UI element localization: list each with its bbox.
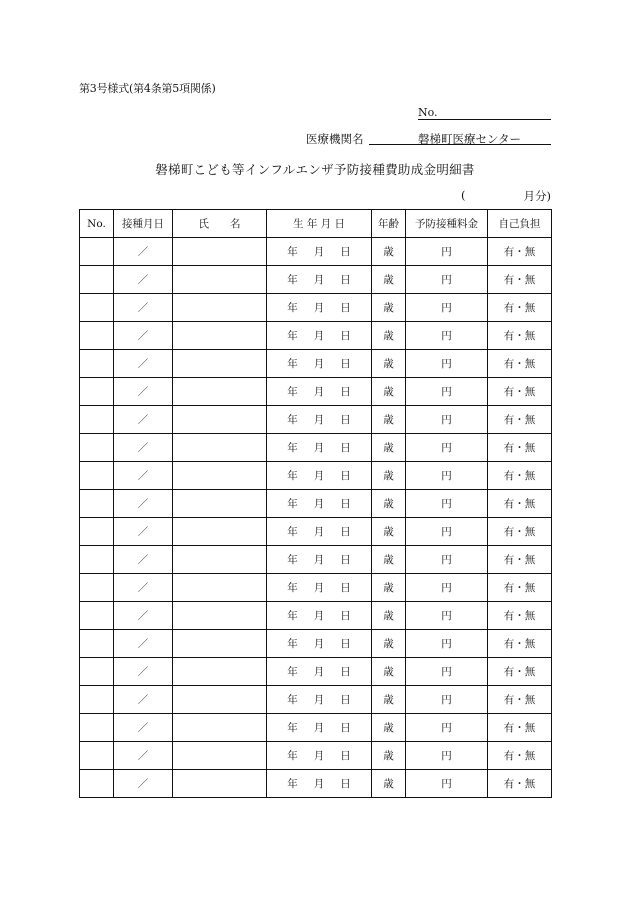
cell-no[interactable] <box>80 714 114 742</box>
table-row <box>80 266 552 294</box>
birth-year-unit: 年 <box>287 750 298 762</box>
col-header-birthdate: 生 年 月 日 <box>267 210 372 238</box>
cell-birthdate[interactable] <box>267 406 372 434</box>
birth-year-unit: 年 <box>287 554 298 566</box>
cell-vaccination-date[interactable]: ／ <box>114 742 173 770</box>
cell-self-pay[interactable]: 有・無 <box>488 686 552 714</box>
cell-age[interactable]: 歳 <box>372 350 406 378</box>
cell-name[interactable] <box>173 770 267 798</box>
cell-birthdate[interactable] <box>267 658 372 686</box>
birth-month-unit: 月 <box>313 330 325 342</box>
cell-fee[interactable]: 円 <box>406 266 488 294</box>
cell-vaccination-date[interactable]: ／ <box>114 602 173 630</box>
cell-no[interactable] <box>80 266 114 294</box>
birth-month-unit: 月 <box>313 246 325 258</box>
col-header-name: 氏 名 <box>173 210 267 238</box>
cell-fee[interactable]: 円 <box>406 714 488 742</box>
birth-day-unit: 日 <box>340 330 351 342</box>
cell-birthdate[interactable] <box>267 378 372 406</box>
birth-year-unit: 年 <box>287 778 298 790</box>
cell-fee[interactable]: 円 <box>406 742 488 770</box>
birth-day-unit: 日 <box>340 470 351 482</box>
birth-year-unit: 年 <box>287 246 298 258</box>
cell-fee[interactable]: 円 <box>406 602 488 630</box>
cell-fee[interactable]: 円 <box>406 658 488 686</box>
birth-day-unit: 日 <box>340 526 351 538</box>
cell-fee[interactable]: 円 <box>406 490 488 518</box>
cell-vaccination-date[interactable]: ／ <box>114 714 173 742</box>
cell-self-pay[interactable]: 有・無 <box>488 546 552 574</box>
birth-day-unit: 日 <box>340 414 351 426</box>
birth-day-unit: 日 <box>340 694 351 706</box>
institution-value[interactable]: 磐梯町医療センター <box>369 131 551 145</box>
cell-self-pay[interactable]: 有・無 <box>488 350 552 378</box>
birth-month-unit: 月 <box>313 470 325 482</box>
table-header-row <box>80 210 552 238</box>
cell-fee[interactable]: 円 <box>406 406 488 434</box>
table-row <box>80 406 552 434</box>
cell-fee[interactable]: 円 <box>406 518 488 546</box>
cell-name[interactable] <box>173 294 267 322</box>
birth-year-unit: 年 <box>287 722 298 734</box>
cell-no[interactable] <box>80 490 114 518</box>
cell-no[interactable] <box>80 294 114 322</box>
table-row <box>80 322 552 350</box>
cell-no[interactable] <box>80 518 114 546</box>
table-row <box>80 658 552 686</box>
birth-month-unit: 月 <box>313 386 325 398</box>
month-open-paren: ( <box>461 188 466 202</box>
cell-fee[interactable]: 円 <box>406 322 488 350</box>
cell-fee[interactable]: 円 <box>406 770 488 798</box>
birth-month-unit: 月 <box>313 638 325 650</box>
cell-self-pay[interactable]: 有・無 <box>488 742 552 770</box>
cell-vaccination-date[interactable]: ／ <box>114 322 173 350</box>
cell-no[interactable] <box>80 378 114 406</box>
table-row <box>80 350 552 378</box>
birth-day-unit: 日 <box>340 442 351 454</box>
birth-day-unit: 日 <box>340 274 351 286</box>
birth-month-unit: 月 <box>313 750 325 762</box>
cell-birthdate[interactable] <box>267 546 372 574</box>
birth-day-unit: 日 <box>340 302 351 314</box>
cell-no[interactable] <box>80 546 114 574</box>
table-row <box>80 742 552 770</box>
birth-day-unit: 日 <box>340 554 351 566</box>
birth-year-unit: 年 <box>287 498 298 510</box>
cell-name[interactable] <box>173 686 267 714</box>
table-row <box>80 714 552 742</box>
table-row <box>80 518 552 546</box>
birth-day-unit: 日 <box>340 498 351 510</box>
cell-fee[interactable]: 円 <box>406 546 488 574</box>
detail-table <box>79 209 552 798</box>
cell-vaccination-date[interactable]: ／ <box>114 546 173 574</box>
cell-fee[interactable]: 円 <box>406 294 488 322</box>
cell-self-pay[interactable]: 有・無 <box>488 462 552 490</box>
cell-name[interactable] <box>173 462 267 490</box>
col-header-vaccination-date: 接種月日 <box>114 210 173 238</box>
cell-no[interactable] <box>80 350 114 378</box>
table-row <box>80 630 552 658</box>
cell-birthdate[interactable] <box>267 266 372 294</box>
cell-no[interactable] <box>80 322 114 350</box>
col-header-fee: 予防接種料金 <box>406 210 488 238</box>
cell-vaccination-date[interactable]: ／ <box>114 378 173 406</box>
cell-self-pay[interactable]: 有・無 <box>488 658 552 686</box>
table-row <box>80 574 552 602</box>
cell-age[interactable]: 歳 <box>372 434 406 462</box>
cell-self-pay[interactable]: 有・無 <box>488 630 552 658</box>
cell-birthdate[interactable] <box>267 574 372 602</box>
birth-year-unit: 年 <box>287 638 298 650</box>
birth-month-unit: 月 <box>313 554 325 566</box>
cell-name[interactable] <box>173 266 267 294</box>
cell-self-pay[interactable]: 有・無 <box>488 602 552 630</box>
cell-age[interactable]: 歳 <box>372 770 406 798</box>
cell-name[interactable] <box>173 434 267 462</box>
cell-age[interactable]: 歳 <box>372 406 406 434</box>
cell-self-pay[interactable]: 有・無 <box>488 770 552 798</box>
birth-day-unit: 日 <box>340 750 351 762</box>
cell-age[interactable]: 歳 <box>372 686 406 714</box>
table-row <box>80 238 552 266</box>
cell-vaccination-date[interactable]: ／ <box>114 574 173 602</box>
cell-fee[interactable]: 円 <box>406 238 488 266</box>
cell-birthdate[interactable] <box>267 686 372 714</box>
table-row <box>80 462 552 490</box>
cell-self-pay[interactable]: 有・無 <box>488 266 552 294</box>
birth-day-unit: 日 <box>340 246 351 258</box>
cell-fee[interactable]: 円 <box>406 574 488 602</box>
cell-self-pay[interactable]: 有・無 <box>488 378 552 406</box>
cell-vaccination-date[interactable]: ／ <box>114 518 173 546</box>
cell-name[interactable] <box>173 546 267 574</box>
birth-day-unit: 日 <box>340 722 351 734</box>
birth-month-unit: 月 <box>313 442 325 454</box>
cell-birthdate[interactable] <box>267 602 372 630</box>
cell-vaccination-date[interactable]: ／ <box>114 434 173 462</box>
cell-age[interactable]: 歳 <box>372 322 406 350</box>
table-row <box>80 378 552 406</box>
institution-row <box>306 131 551 146</box>
cell-birthdate[interactable] <box>267 630 372 658</box>
cell-age[interactable]: 歳 <box>372 238 406 266</box>
table-body <box>80 238 552 798</box>
cell-birthdate[interactable] <box>267 490 372 518</box>
cell-name[interactable] <box>173 350 267 378</box>
birth-year-unit: 年 <box>287 666 298 678</box>
cell-no[interactable] <box>80 406 114 434</box>
cell-name[interactable] <box>173 602 267 630</box>
birth-year-unit: 年 <box>287 386 298 398</box>
cell-vaccination-date[interactable]: ／ <box>114 462 173 490</box>
cell-age[interactable]: 歳 <box>372 294 406 322</box>
cell-no[interactable] <box>80 630 114 658</box>
cell-name[interactable] <box>173 574 267 602</box>
cell-vaccination-date[interactable]: ／ <box>114 294 173 322</box>
cell-age[interactable]: 歳 <box>372 490 406 518</box>
birth-year-unit: 年 <box>287 610 298 622</box>
cell-self-pay[interactable]: 有・無 <box>488 406 552 434</box>
birth-month-unit: 月 <box>313 526 325 538</box>
birth-year-unit: 年 <box>287 526 298 538</box>
cell-age[interactable]: 歳 <box>372 462 406 490</box>
table-row <box>80 686 552 714</box>
cell-birthdate[interactable] <box>267 322 372 350</box>
cell-name[interactable] <box>173 406 267 434</box>
birth-year-unit: 年 <box>287 470 298 482</box>
table-row <box>80 434 552 462</box>
cell-vaccination-date[interactable]: ／ <box>114 406 173 434</box>
birth-month-unit: 月 <box>313 302 325 314</box>
birth-year-unit: 年 <box>287 442 298 454</box>
cell-name[interactable] <box>173 518 267 546</box>
cell-age[interactable]: 歳 <box>372 742 406 770</box>
birth-month-unit: 月 <box>313 694 325 706</box>
month-label: 月分) <box>523 189 551 203</box>
cell-no[interactable] <box>80 658 114 686</box>
birth-day-unit: 日 <box>340 358 351 370</box>
cell-age[interactable]: 歳 <box>372 574 406 602</box>
cell-birthdate[interactable] <box>267 238 372 266</box>
birth-month-unit: 月 <box>313 610 325 622</box>
cell-no[interactable] <box>80 574 114 602</box>
birth-year-unit: 年 <box>287 302 298 314</box>
cell-name[interactable] <box>173 714 267 742</box>
cell-birthdate[interactable] <box>267 462 372 490</box>
birth-year-unit: 年 <box>287 358 298 370</box>
cell-no[interactable] <box>80 238 114 266</box>
col-header-age: 年齢 <box>372 210 406 238</box>
birth-day-unit: 日 <box>340 610 351 622</box>
document-number-field[interactable]: No. <box>418 106 551 120</box>
cell-vaccination-date[interactable]: ／ <box>114 658 173 686</box>
cell-fee[interactable]: 円 <box>406 686 488 714</box>
cell-no[interactable] <box>80 742 114 770</box>
cell-age[interactable]: 歳 <box>372 546 406 574</box>
birth-month-unit: 月 <box>313 498 325 510</box>
cell-age[interactable]: 歳 <box>372 714 406 742</box>
cell-no[interactable] <box>80 462 114 490</box>
cell-birthdate[interactable] <box>267 714 372 742</box>
cell-fee[interactable]: 円 <box>406 350 488 378</box>
birth-month-unit: 月 <box>313 666 325 678</box>
cell-vaccination-date[interactable]: ／ <box>114 266 173 294</box>
birth-day-unit: 日 <box>340 778 351 790</box>
birth-day-unit: 日 <box>340 638 351 650</box>
cell-name[interactable] <box>173 238 267 266</box>
cell-name[interactable] <box>173 490 267 518</box>
cell-self-pay[interactable]: 有・無 <box>488 294 552 322</box>
cell-vaccination-date[interactable]: ／ <box>114 770 173 798</box>
cell-age[interactable]: 歳 <box>372 630 406 658</box>
cell-self-pay[interactable]: 有・無 <box>488 574 552 602</box>
table-row <box>80 602 552 630</box>
cell-age[interactable]: 歳 <box>372 518 406 546</box>
birth-day-unit: 日 <box>340 582 351 594</box>
cell-age[interactable]: 歳 <box>372 658 406 686</box>
document-title: 磐梯町こども等インフルエンザ予防接種費助成金明細書 <box>155 162 475 177</box>
cell-vaccination-date[interactable]: ／ <box>114 490 173 518</box>
cell-no[interactable] <box>80 770 114 798</box>
table-row <box>80 770 552 798</box>
cell-age[interactable]: 歳 <box>372 378 406 406</box>
cell-no[interactable] <box>80 602 114 630</box>
col-header-no: No. <box>80 210 114 238</box>
cell-age[interactable]: 歳 <box>372 266 406 294</box>
birth-year-unit: 年 <box>287 414 298 426</box>
cell-self-pay[interactable]: 有・無 <box>488 238 552 266</box>
cell-name[interactable] <box>173 658 267 686</box>
cell-birthdate[interactable] <box>267 770 372 798</box>
birth-year-unit: 年 <box>287 582 298 594</box>
birth-month-unit: 月 <box>313 414 325 426</box>
cell-name[interactable] <box>173 630 267 658</box>
cell-no[interactable] <box>80 434 114 462</box>
cell-birthdate[interactable] <box>267 518 372 546</box>
cell-fee[interactable]: 円 <box>406 434 488 462</box>
cell-name[interactable] <box>173 322 267 350</box>
birth-month-unit: 月 <box>313 778 325 790</box>
cell-vaccination-date[interactable]: ／ <box>114 630 173 658</box>
cell-vaccination-date[interactable]: ／ <box>114 350 173 378</box>
cell-birthdate[interactable] <box>267 742 372 770</box>
cell-name[interactable] <box>173 742 267 770</box>
cell-self-pay[interactable]: 有・無 <box>488 322 552 350</box>
birth-month-unit: 月 <box>313 274 325 286</box>
birth-month-unit: 月 <box>313 582 325 594</box>
cell-self-pay[interactable]: 有・無 <box>488 714 552 742</box>
birth-day-unit: 日 <box>340 666 351 678</box>
cell-no[interactable] <box>80 686 114 714</box>
cell-fee[interactable]: 円 <box>406 462 488 490</box>
cell-self-pay[interactable]: 有・無 <box>488 434 552 462</box>
birth-year-unit: 年 <box>287 694 298 706</box>
cell-age[interactable]: 歳 <box>372 602 406 630</box>
cell-self-pay[interactable]: 有・無 <box>488 490 552 518</box>
table-row <box>80 294 552 322</box>
form-number-label: 第3号様式(第4条第5項関係) <box>79 82 216 95</box>
cell-birthdate[interactable] <box>267 350 372 378</box>
cell-fee[interactable]: 円 <box>406 378 488 406</box>
table-row <box>80 546 552 574</box>
cell-birthdate[interactable] <box>267 294 372 322</box>
birth-month-unit: 月 <box>313 722 325 734</box>
table-row <box>80 490 552 518</box>
col-header-self-pay: 自己負担 <box>488 210 552 238</box>
cell-self-pay[interactable]: 有・無 <box>488 518 552 546</box>
birth-year-unit: 年 <box>287 274 298 286</box>
cell-fee[interactable]: 円 <box>406 630 488 658</box>
institution-label: 医療機関名 <box>306 132 364 146</box>
birth-month-unit: 月 <box>313 358 325 370</box>
cell-birthdate[interactable] <box>267 434 372 462</box>
cell-vaccination-date[interactable]: ／ <box>114 238 173 266</box>
birth-year-unit: 年 <box>287 330 298 342</box>
birth-day-unit: 日 <box>340 386 351 398</box>
cell-vaccination-date[interactable]: ／ <box>114 686 173 714</box>
cell-name[interactable] <box>173 378 267 406</box>
